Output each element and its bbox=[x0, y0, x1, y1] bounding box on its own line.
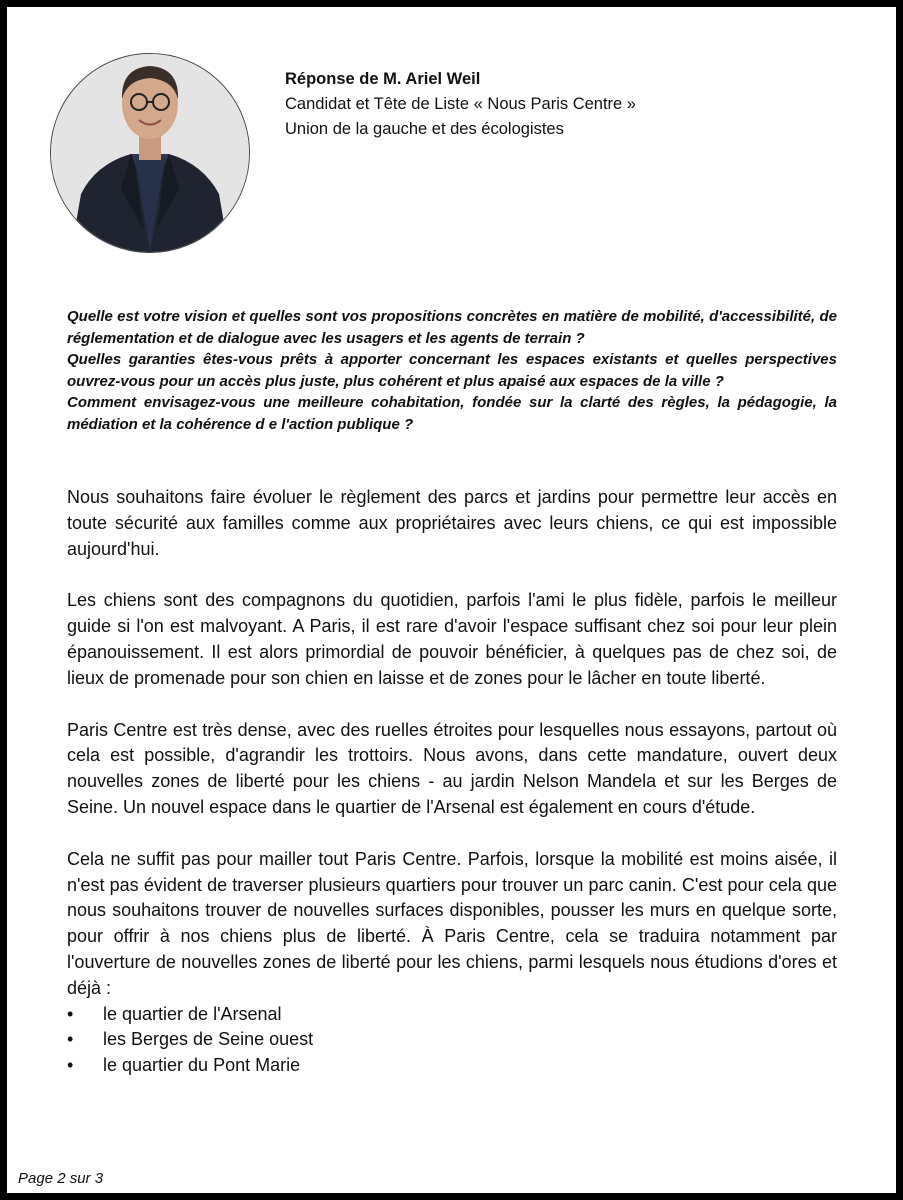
bullet-icon: • bbox=[67, 1055, 74, 1076]
list-item-text: le quartier de l'Arsenal bbox=[103, 1003, 282, 1024]
answer-body bbox=[67, 485, 837, 1079]
bullet-icon: • bbox=[67, 1003, 74, 1024]
bullet-list bbox=[67, 1002, 837, 1079]
candidate-portrait bbox=[50, 53, 250, 253]
answer-paragraph-2: Les chiens sont des compagnons du quotidien, parfois l'ami le plus fidèle, parfois le meilleur guide si l'on est malvoyant. A Paris, il est rare d'avoir l'espace suffisant chez soi pour leur plein épanouissement. Il est alors primordial de pouvoir bénéficier, à quelques pas de chez soi, de lieux de promenade pour son chien en laisse et de zones pour le lâcher en toute liberté. bbox=[67, 590, 837, 688]
candidate-header bbox=[285, 67, 636, 142]
list-item bbox=[67, 1027, 837, 1053]
question-1: Quelle est votre vision et quelles sont vos propositions concrètes en matière de mobilité, d'accessibilité, de réglementation et de dialogue avec les usagers et les agents de terrain ? bbox=[67, 308, 837, 347]
list-item-text: les Berges de Seine ouest bbox=[103, 1029, 314, 1050]
answer-paragraph-4: Cela ne suffit pas pour mailler tout Paris Centre. Parfois, lorsque la mobilité est moins aisée, il n'est pas évident de traverser plusieurs quartiers pour trouver un parc canin. C'est pour cela que nous souhaitons trouver de nouvelles surfaces disponibles, pousser les murs en quelque sorte, pour offrir à nos chiens plus de liberté. À Paris Centre, cela se traduira notamment par l'ouverture de nouvelles zones de liberté pour les chiens, parmi lesquels nous étudions d'ores et déjà : bbox=[67, 848, 837, 998]
list-item-text: le quartier du Pont Marie bbox=[103, 1055, 301, 1076]
list-item bbox=[67, 1053, 837, 1079]
candidate-name: Réponse de M. Ariel Weil bbox=[285, 70, 481, 88]
candidate-party: Union de la gauche et des écologistes bbox=[285, 120, 564, 138]
bullet-icon: • bbox=[67, 1029, 74, 1050]
list-item bbox=[67, 1002, 837, 1028]
question-2: Quelles garanties êtes-vous prêts à apporter concernant les espaces existants et quelles perspectives ouvrez-vous pour un accès plus juste, plus cohérent et plus apaisé aux espaces de la ville ? bbox=[67, 351, 837, 390]
answer-paragraph-3: Paris Centre est très dense, avec des ruelles étroites pour lesquelles nous essayons, partout où cela est possible, d'agrandir les trottoirs. Nous avons, dans cette mandature, ouvert deux nouvelles zones de liberté pour les chiens - au jardin Nelson Mandela et sur les Berges de Seine. Un nouvel espace dans le quartier de l'Arsenal est également en cours d'étude. bbox=[67, 719, 837, 817]
page-footer: Page 2 sur 3 bbox=[18, 1170, 104, 1187]
questions-block bbox=[67, 306, 837, 435]
document-page bbox=[7, 7, 896, 1193]
answer-paragraph-1: Nous souhaitons faire évoluer le règlement des parcs et jardins pour permettre leur accès en toute sécurité aux familles comme aux propriétaires avec leurs chiens, ce qui est impossible aujourd'hui. bbox=[67, 487, 837, 559]
question-3: Comment envisagez-vous une meilleure cohabitation, fondée sur la clarté des règles, la pédagogie, la médiation et la cohérence d e l'action publique ? bbox=[67, 394, 837, 433]
candidate-role: Candidat et Tête de Liste « Nous Paris Centre » bbox=[285, 95, 636, 113]
portrait-image bbox=[51, 54, 249, 252]
